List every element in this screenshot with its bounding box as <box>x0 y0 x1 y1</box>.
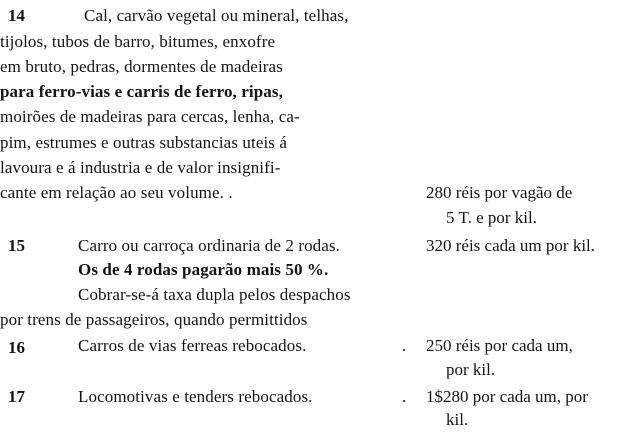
entry-15-line-2: Os de 4 rodas pagarão mais 50 %. <box>78 260 329 279</box>
entry-17-price-line-1: 1$280 por cada um, por <box>426 387 588 406</box>
entry-number: 14 <box>8 6 25 25</box>
entry-14-line-1: Cal, carvão vegetal ou mineral, telhas, <box>84 6 349 25</box>
dot-leader: . <box>402 387 407 406</box>
entry-number: 17 <box>8 387 25 406</box>
entry-15-line-3: Cobrar-se-á taxa dupla pelos despachos <box>78 285 351 304</box>
entry-14-line-3: em bruto, pedras, dormentes de madeiras <box>0 57 283 76</box>
entry-16-price-line-2: por kil. <box>446 360 496 379</box>
entry-17-line-1: Locomotivas e tenders rebocados. <box>78 387 313 406</box>
entry-16-line-1: Carros de vias ferreas rebocados. <box>78 336 307 355</box>
entry-14-line-6: pim, estrumes e outras substancias uteis á <box>0 133 287 152</box>
entry-15-line-1: Carro ou carroça ordinaria de 2 rodas. <box>78 236 340 255</box>
entry-17-price-line-2: kil. <box>446 410 469 429</box>
entry-number: 16 <box>8 338 25 357</box>
entry-14-price-line-2: 5 T. e por kil. <box>446 208 537 227</box>
entry-14-price-line-1: 280 réis por vagão de <box>426 183 573 202</box>
entry-14-line-8: cante em relação ao seu volume. . <box>0 183 233 202</box>
entry-14-line-2: tijolos, tubos de barro, bitumes, enxofre <box>0 32 276 51</box>
entry-14-line-7: lavoura e á industria e de valor insignifi- <box>0 158 281 177</box>
entry-14-line-5: moirões de madeiras para cercas, lenha, ca- <box>0 107 300 126</box>
entry-15-line-4: por trens de passageiros, quando permittidos <box>0 310 308 329</box>
entry-number: 15 <box>8 236 25 255</box>
entry-14-line-4: para ferro-vias e carris de ferro, ripas, <box>0 82 283 101</box>
dot-leader: . <box>402 336 407 355</box>
entry-15-price-line-1: 320 réis cada um por kil. <box>426 236 596 255</box>
entry-16-price-line-1: 250 réis por cada um, <box>426 336 573 355</box>
